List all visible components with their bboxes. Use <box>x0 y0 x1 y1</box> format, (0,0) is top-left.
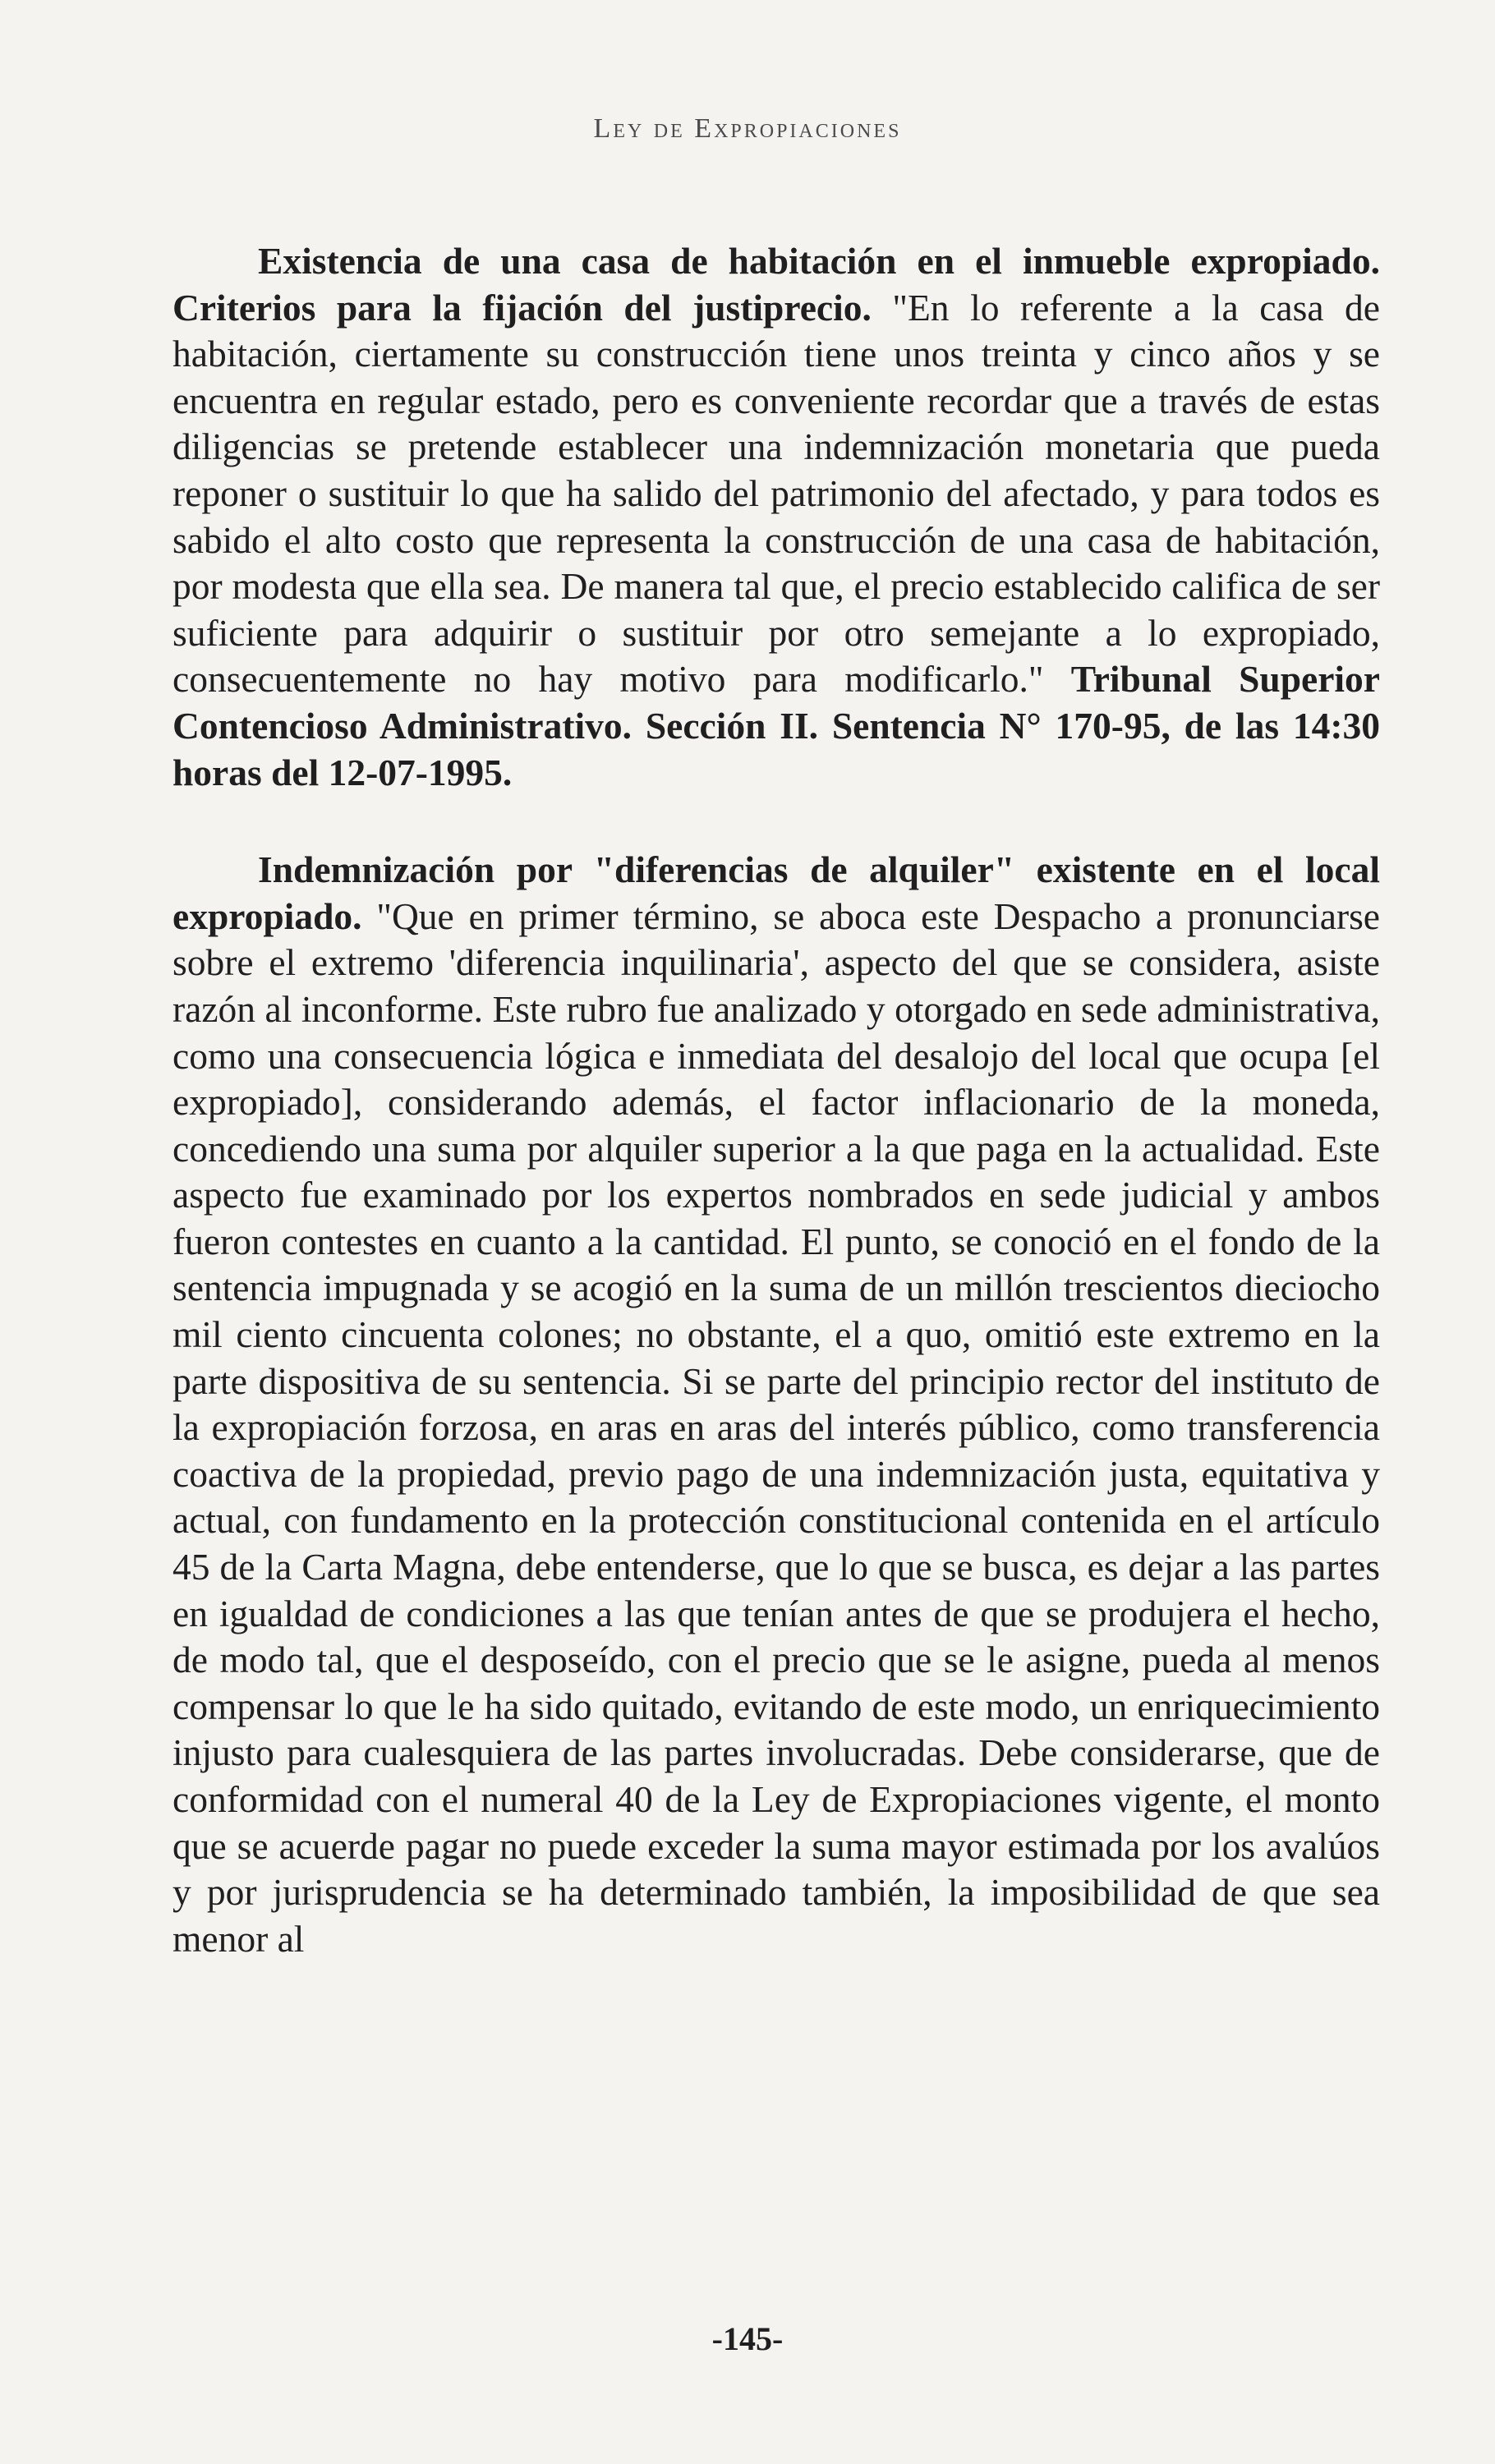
paragraph-citation: Tribunal Superior Contencioso Administrativo. Sección II. Sentencia N° 170-95, de las 14:30 horas del 12-07-1995. <box>172 658 1380 793</box>
paragraph-diferencias-alquiler <box>172 847 1380 1962</box>
paragraph-quote: "En lo referente a la casa de habitación, ciertamente su construcción tiene unos treinta y cinco años y se encuentra en regular estado, pero es conveniente recordar que a través de estas diligencias se pretende establecer una indemnización monetaria que pueda reponer o sustituir lo que ha salido del patrimonio del afectado, y para todos es sabido el alto costo que representa la construcción de una casa de habitación, por modesta que ella sea. De manera tal que, el precio establecido califica de ser suficiente para adquirir o sustituir por otro semejante a lo expropiado, consecuentemente no hay motivo para modificarlo." <box>172 286 1380 701</box>
page-number: -145- <box>711 2320 784 2357</box>
paragraph-heading: Indemnización por "diferencias de alquiler" existente en el local expropiado. <box>172 848 1380 937</box>
paragraph-heading: Existencia de una casa de habitación en el inmueble expropiado. Criterios para la fijación del justiprecio. <box>172 240 1380 329</box>
body-text <box>172 238 1380 1962</box>
running-header: Ley de Expropiaciones <box>593 113 902 144</box>
paragraph-quote: "Que en primer término, se aboca este Despacho a pronunciarse sobre el extremo 'diferencia inquilinaria', aspecto del que se considera, asiste razón al inconforme. Este rubro fue analizado y otorgado en sede administrativa, como una consecuencia lógica e inmediata del desalojo del local que ocupa [el expropiado], considerando además, el factor inflacionario de la moneda, concediendo una suma por alquiler superior a la que paga en la actualidad. Este aspecto fue examinado por los expertos nombrados en sede judicial y ambos fueron contestes en cuanto a la cantidad. El punto, se conoció en el fondo de la sentencia impugnada y se acogió en la suma de un millón trescientos dieciocho mil ciento cincuenta colones; no obstante, el a quo, omitió este extremo en la parte dispositiva de su sentencia. Si se parte del principio rector del instituto de la expropiación forzosa, en aras en aras del interés público, como transferencia coactiva de la propiedad, previo pago de una indemnización justa, equitativa y actual, con fundamento en la protección constitucional contenida en el artículo 45 de la Carta Magna, debe entenderse, que lo que se busca, es dejar a las partes en igualdad de condiciones a las que tenían antes de que se produjera el hecho, de modo tal, que el desposeído, con el precio que se le asigne, pueda al menos compensar lo que le ha sido quitado, evitando de este modo, un enriquecimiento injusto para cualesquiera de las partes involucradas. Debe considerarse, que de conformidad con el numeral 40 de la Ley de Expropiaciones vigente, el monto que se acuerde pagar no puede exceder la suma mayor estimada por los avalúos y por jurisprudencia se ha determinado también, la imposibilidad de que sea menor al <box>172 894 1380 1960</box>
paragraph-casa-habitacion <box>172 238 1380 796</box>
